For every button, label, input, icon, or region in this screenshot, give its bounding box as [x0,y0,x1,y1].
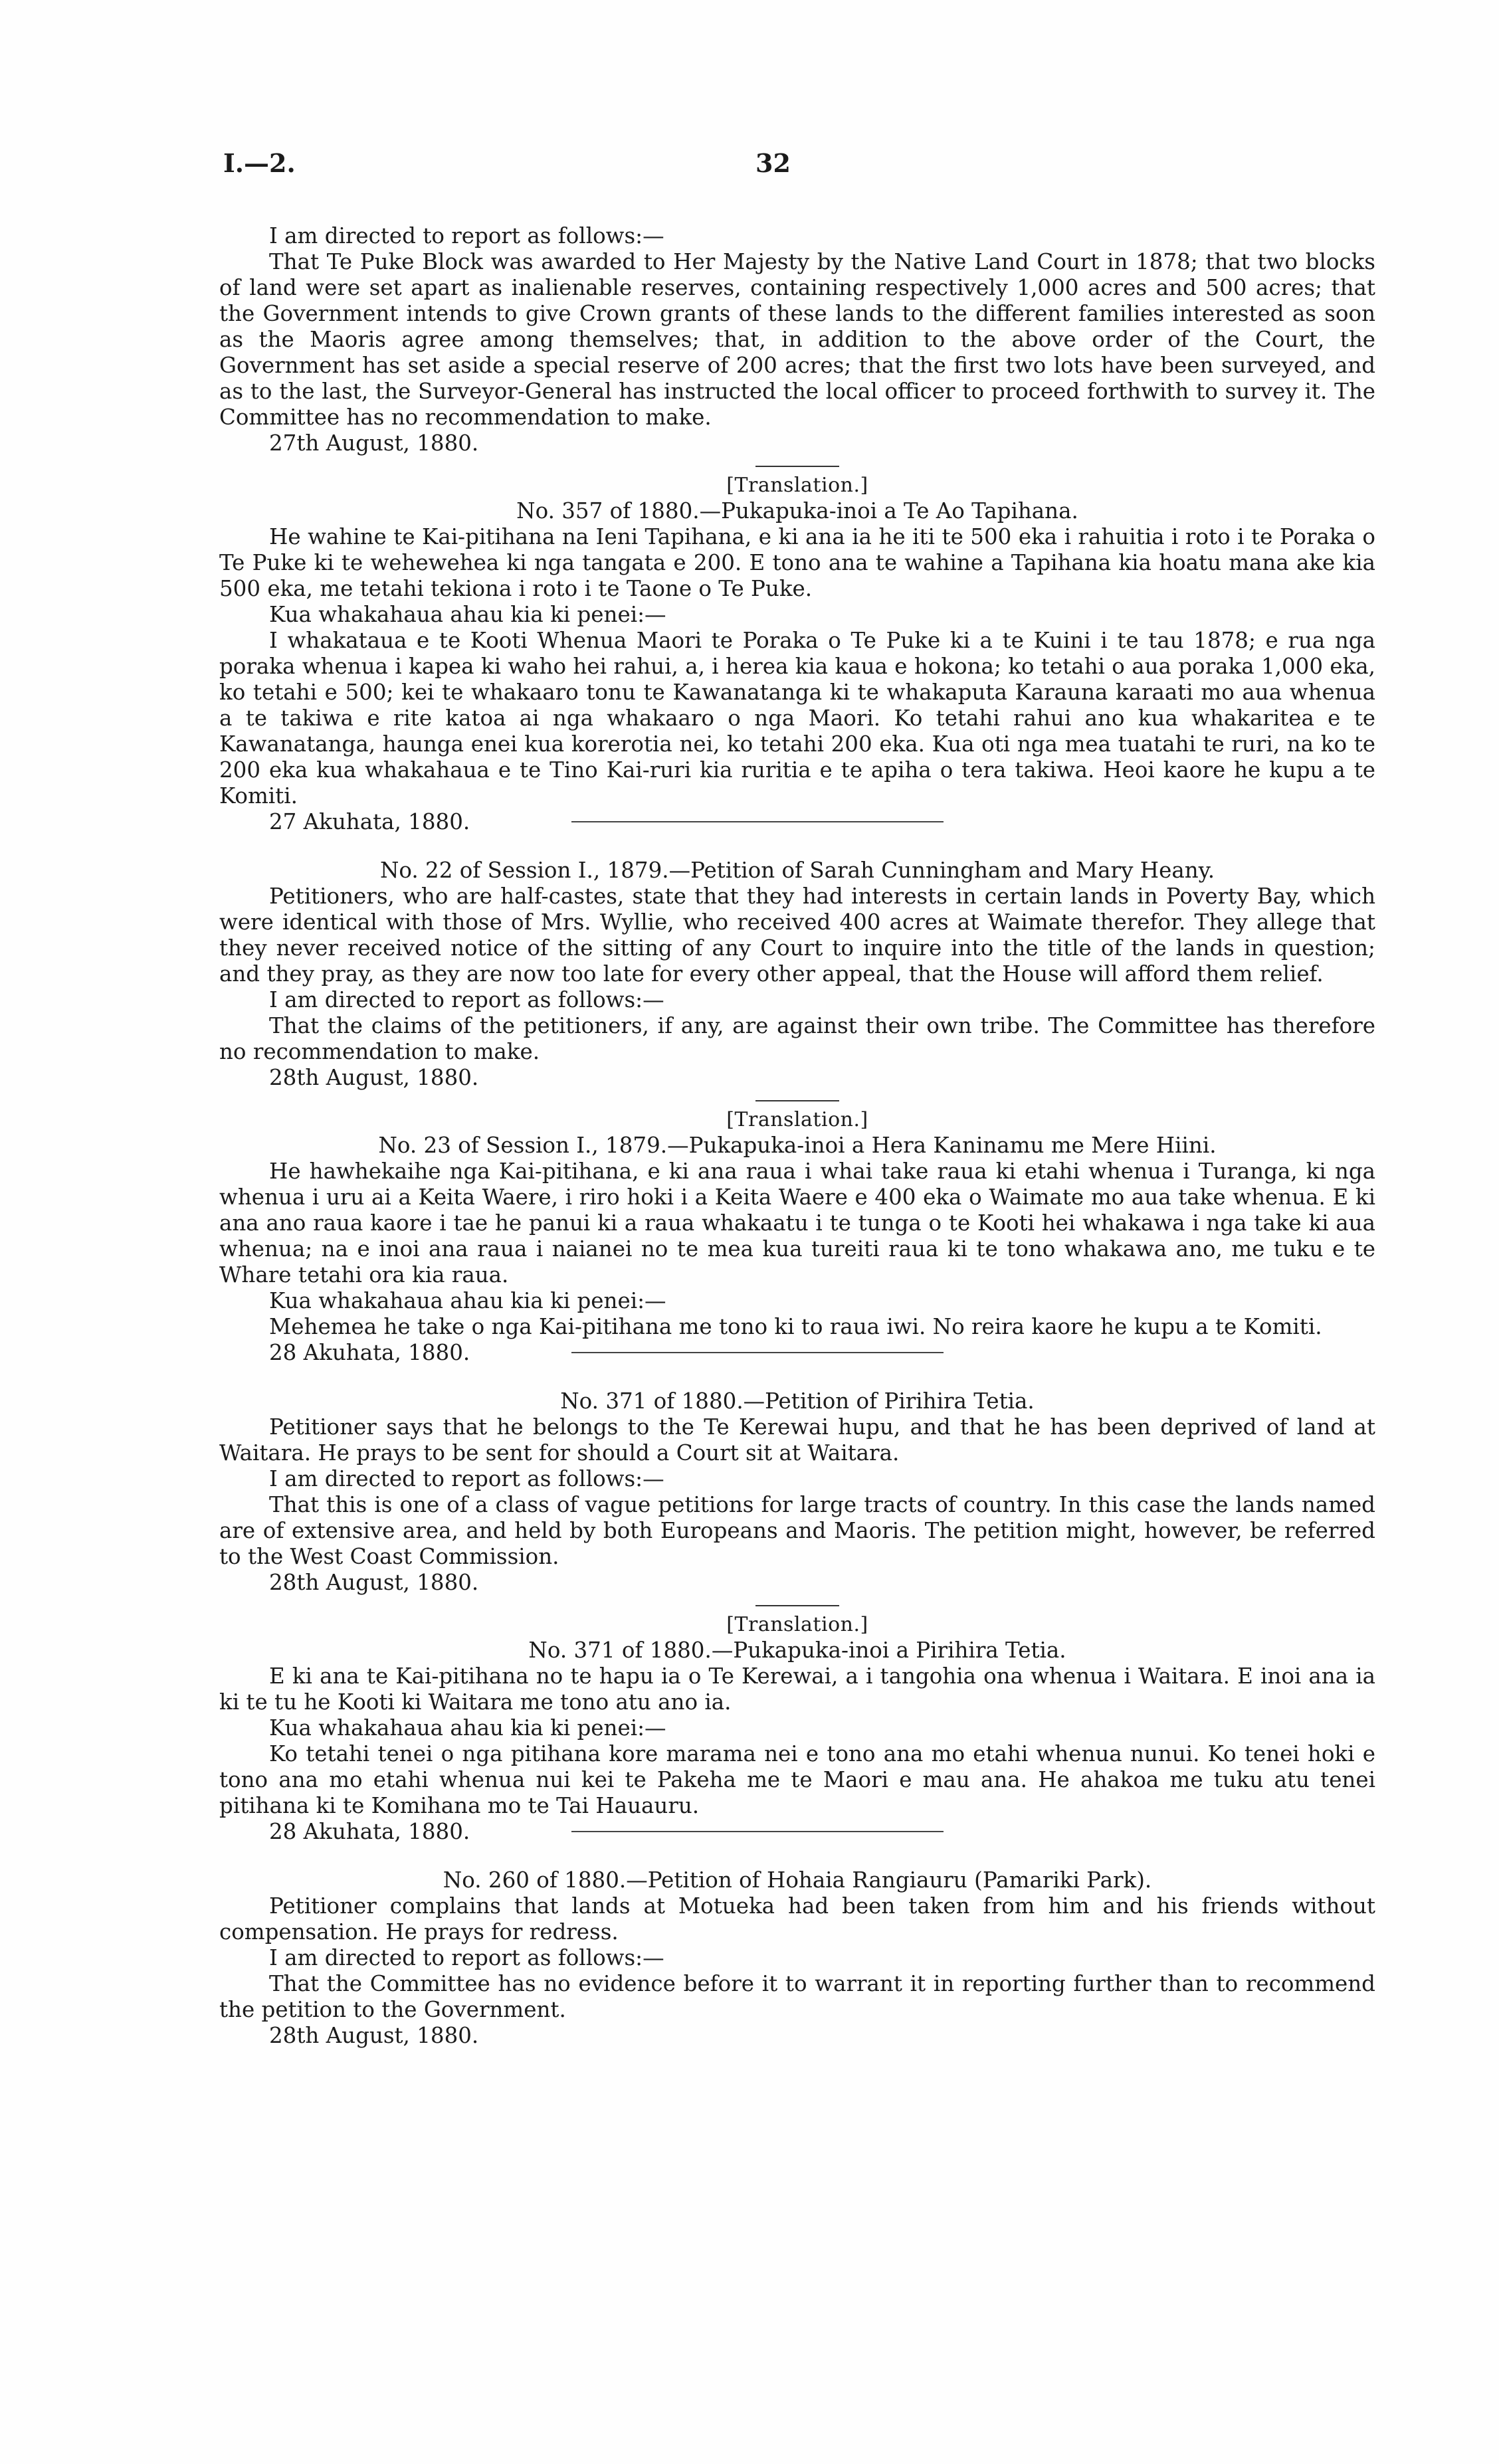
report-body: That the claims of the petitioners, if any, are against their own tribe. The Committee has therefore no recommendation to make. [219,1013,1375,1064]
document-body [219,223,1375,2049]
report-intro: I am directed to report as follows:— [269,987,664,1012]
translation-label: [Translation.] [726,474,868,497]
section-divider [571,821,944,822]
section-translation-23 [219,1107,1375,1366]
section-translation-371 [219,1612,1375,1845]
report-intro: I am directed to report as follows:— [269,1945,664,1970]
date-with-rule [219,1819,1375,1845]
translation-label: [Translation.] [726,1108,868,1131]
section-divider [755,466,839,467]
petition-body: Petitioner says that he belongs to the Te Kerewai hupu, and that he has been deprived of land at Waitara. He prays to be sent for should a Court sit at Waitara. [219,1414,1375,1466]
section-divider [571,1352,944,1353]
report-date: 27th August, 1880. [269,430,479,456]
section-divider [755,1100,839,1101]
translation-label: [Translation.] [726,1613,868,1636]
page-number: 32 [755,148,791,178]
report-date: 28th August, 1880. [269,1570,479,1595]
petition-body: He wahine te Kai-pitihana na Ieni Tapihana, e ki ana ia he iti te 500 eka i rahuitia i roto i te Poraka o Te Puke ki te wehewehea ki nga tangata e 200. E tono ana te wahine a Tapihana kia hoatu mana ake kia 500 eka, me tetahi tekiona i roto i te Taone o Te Puke. [219,524,1375,601]
report-body: That Te Puke Block was awarded to Her Majesty by the Native Land Court in 1878; that two blocks of land were set apart as inalienable reserves, containing respectively 1,000 acres and 500 acres; that the Government intends to give Crown grants of these lands to the different families interested as soon as the Maoris agree among themselves; that, in addition to the above order of the Court, the Government has set aside a special reserve of 200 acres; that the first two lots have been surveyed, and as to the last, the Surveyor-General has instructed the local officer to proceed forthwith to survey it. The Committee has no recommendation to make. [219,249,1375,430]
report-date: 28th August, 1880. [269,1065,479,1090]
petition-body: Petitioners, who are half-castes, state that they had interests in certain lands in Poverty Bay, which were identical with those of Mrs. Wyllie, who received 400 acres at Waimate therefor. They allege that they never received notice of the sitting of any Court to inquire into the title of the lands in question; and they pray, as they are now too late for every other appeal, that the House will afford them relief. [219,884,1375,987]
report-body: I whakataua e te Kooti Whenua Maori te Poraka o Te Puke ki a te Kuini i te tau 1878; e rua nga poraka whenua i kapea ki waho hei rahui, a, i herea kia kaua e hokona; ko tetahi o aua poraka 1,000 eka, ko tetahi e 500; kei te whakaaro tonu te Kawanatanga ki te whakaputa Karauna karaati mo aua whenua a te takiwa e rite katoa ai nga whakaaro o nga Maori. Ko tetahi rahui ano kua whakaritea e te Kawanatanga, haunga enei kua korerotia nei, ko tetahi 200 eka. Kua oti nga mea tuatahi te ruri, na ko te 200 eka kua whakahaua e te Tino Kai-ruri kia ruritia e te apiha o tera takiwa. Heoi kaore he kupu a te Komiti. [219,628,1375,808]
report-body: That this is one of a class of vague petitions for large tracts of country. In this case the lands named are of extensive area, and held by both Europeans and Maoris. The petition might, however, be referred to the West Coast Commission. [219,1492,1375,1569]
petition-body: Petitioner complains that lands at Motueka had been taken from him and his friends without compensation. He prays for redress. [219,1893,1375,1944]
report-date: 28 Akuhata, 1880. [269,1819,470,1844]
report-intro: Kua whakahaua ahau kia ki penei:— [269,1288,666,1313]
report-body: Ko tetahi tenei o nga pitihana kore marama nei e tono ana mo etahi whenua nunui. Ko tenei hoki e tono ana mo etahi whenua nui kei te Pakeha me te Maori e mau ana. He ahakoa me tuku atu tenei pitihana ki te Komihana mo te Tai Hauauru. [219,1741,1375,1818]
report-intro: I am directed to report as follows:— [269,1466,664,1491]
petition-title: No. 371 of 1880.—Pukapuka-inoi a Pirihira Tetia. [528,1638,1066,1663]
section-petition-260 [219,1867,1375,2049]
petition-body: E ki ana te Kai-pitihana no te hapu ia o Te Kerewai, a i tangohia ona whenua i Waitara. E inoi ana ia ki te tu he Kooti ki Waitara me tono atu ano ia. [219,1663,1375,1715]
report-intro: Kua whakahaua ahau kia ki penei:— [269,602,666,627]
report-intro: I am directed to report as follows:— [269,223,664,248]
sheet-reference: I.—2. [223,148,296,178]
section-divider [571,1831,944,1832]
petition-title: No. 23 of Session I., 1879.—Pukapuka-inoi a Hera Kaninamu me Mere Hiini. [378,1133,1217,1158]
date-with-rule [219,1340,1375,1366]
report-date: 27 Akuhata, 1880. [269,809,470,834]
section-petition-371 [219,1388,1375,1596]
petition-title: No. 22 of Session I., 1879.—Petition of Sarah Cunningham and Mary Heany. [379,858,1215,883]
section-petition-22 [219,858,1375,1091]
petition-title: No. 357 of 1880.—Pukapuka-inoi a Te Ao Tapihana. [516,498,1078,523]
petition-title: No. 371 of 1880.—Petition of Pirihira Tetia. [560,1388,1035,1414]
report-body: Mehemea he take o nga Kai-pitihana me tono ki to raua iwi. No reira kaore he kupu a te Komiti. [269,1314,1322,1339]
section-translation-357 [219,472,1375,835]
report-date: 28th August, 1880. [269,2023,479,2048]
section-te-puke-report [219,223,1375,456]
date-with-rule [219,809,1375,835]
section-divider [755,1605,839,1606]
report-body: That the Committee has no evidence before it to warrant it in reporting further than to recommend the petition to the Government. [219,1971,1375,2022]
report-intro: Kua whakahaua ahau kia ki penei:— [269,1715,666,1741]
petition-title: No. 260 of 1880.—Petition of Hohaia Rangiauru (Pamariki Park). [443,1867,1152,1893]
report-date: 28 Akuhata, 1880. [269,1340,470,1365]
petition-body: He hawhekaihe nga Kai-pitihana, e ki ana raua i whai take raua ki etahi whenua i Turanga, ki nga whenua i uru ai a Keita Waere, i riro hoki i a Keita Waere e 400 eka o Waimate mo aua take whenua. E ki ana ano raua kaore i tae he panui ki a raua whakaatu i te tunga o te Kooti hei whakawa i nga take ki aua whenua; na e inoi ana raua i naianei no te mea kua tureiti raua ki te tono whakawa ano, me tuku e te Whare tetahi ora kia raua. [219,1159,1375,1287]
